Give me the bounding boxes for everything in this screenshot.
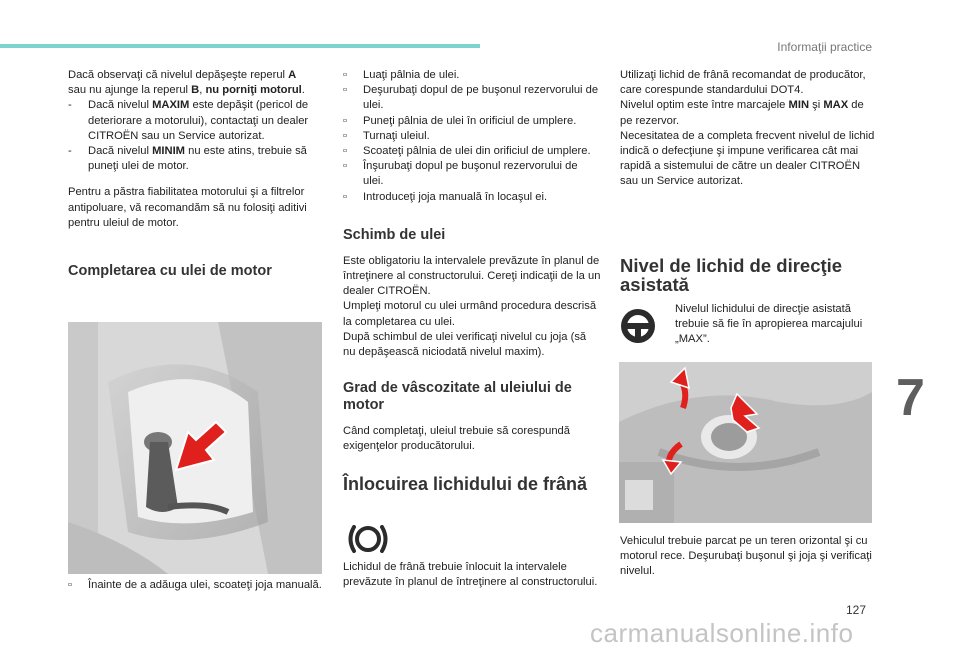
section-title-viscosity: Grad de vâscozitate al uleiului de motor (343, 380, 572, 414)
column-1 (68, 68, 326, 280)
header-accent-bar (0, 44, 480, 48)
list-item: ▫ Luaţi pâlnia de ulei. (343, 69, 460, 81)
list-item: ▫ Turnaţi uleiul. (343, 129, 430, 142)
steering-check-text: Vehiculul trebuie parcat pe un teren orizontal şi cu motorul rece. Deşurubaţi buşonul şi joja şi verificaţi nivelul. (620, 535, 872, 578)
brake-warning-icon (346, 519, 390, 564)
list-item: ▫ Puneţi pâlnia de ulei în orificiul de umplere. (343, 114, 577, 127)
list-item: ▫ Deşurubaţi dopul de pe buşonul rezervorului de ulei. (343, 84, 599, 112)
intro-paragraph: Dacă observaţi că nivelul depăşeşte reperul A sau nu ajunge la reperul B, nu porniţi motorul. (68, 69, 305, 97)
dash-item-max: - Dacă nivelul MAXIM este depăşit (pericol de deteriorare a motorului), contactaţi un dealer CITROËN sau un Service autorizat. (68, 99, 309, 142)
oil-change-text: Este obligatoriu la intervalele prevăzute în planul de întreţinere al constructorului. Cereţi indicaţii de la un dealer CITROËN. Umpleţi motorul cu ulei urmând procedura descrisă la completarea cu ulei. După schimbul de ulei verificaţi nivelul cu joja (să nu depăşească niciodată nivelul maxim). (343, 254, 601, 359)
engine-oil-photo (68, 322, 322, 574)
dash-item-min: - Dacă nivelul MINIM nu este atins, trebuie să puneţi ulei de motor. (68, 145, 307, 173)
power-steering-photo (619, 362, 872, 523)
viscosity-text: Când completaţi, uleiul trebuie să corespundă exigenţelor producătorului. (343, 425, 570, 453)
chapter-number: 7 (896, 369, 925, 427)
list-item: ▫ Înşurubaţi dopul pe buşonul rezervorului de ulei. (343, 160, 578, 188)
column-2 (343, 68, 601, 494)
section-title-oil-top-up: Completarea cu ulei de motor (68, 263, 272, 280)
section-title-power-steering: Nivel de lichid de direcţie asistată (620, 255, 843, 295)
brake-fluid-warning: Necesitatea de a completa frecvent nivelul de lichid indică o defecţiune şi impune verificarea cât mai rapidă a sistemului de către un dealer CITROËN sau un Service autorizat. (620, 129, 875, 188)
steering-level-text: Nivelul lichidului de direcţie asistată trebuie să fie în apropierea marcajului „MAX”. (675, 303, 863, 346)
brake-fluid-text: Lichidul de frână trebuie înlocuit la intervalele prevăzute în planul de întreţinere al constructorului. (343, 561, 598, 589)
section-title-oil-change: Schimb de ulei (343, 226, 446, 243)
section-title-brake-fluid: Înlocuirea lichidului de frână (343, 473, 588, 494)
column-3 (620, 68, 878, 190)
brake-fluid-recommendation: Utilizaţi lichid de frână recomandat de producător, care corespunde standardului DOT4. (620, 69, 866, 97)
page-number: 127 (846, 603, 867, 617)
watermark: carmanualsonline.info (590, 618, 854, 648)
step-remove-dipstick: ▫ Înainte de a adăuga ulei, scoateţi joja manuală. (68, 579, 322, 591)
steering-wheel-icon (616, 306, 660, 351)
brake-fluid-level: Nivelul optim este între marcajele MIN şi MAX de pe rezervor. (620, 99, 864, 127)
additives-paragraph: Pentru a păstra fiabilitatea motorului şi a filtrelor antipoluare, vă recomandăm să nu folosiţi aditivi pentru uleiul de motor. (68, 186, 307, 229)
header-title: Informaţii practice (777, 40, 872, 54)
list-item: ▫ Scoateţi pâlnia de ulei din orificiul de umplere. (343, 145, 591, 158)
list-item: ▫ Introduceţi joja manuală în locaşul ei. (343, 190, 548, 203)
